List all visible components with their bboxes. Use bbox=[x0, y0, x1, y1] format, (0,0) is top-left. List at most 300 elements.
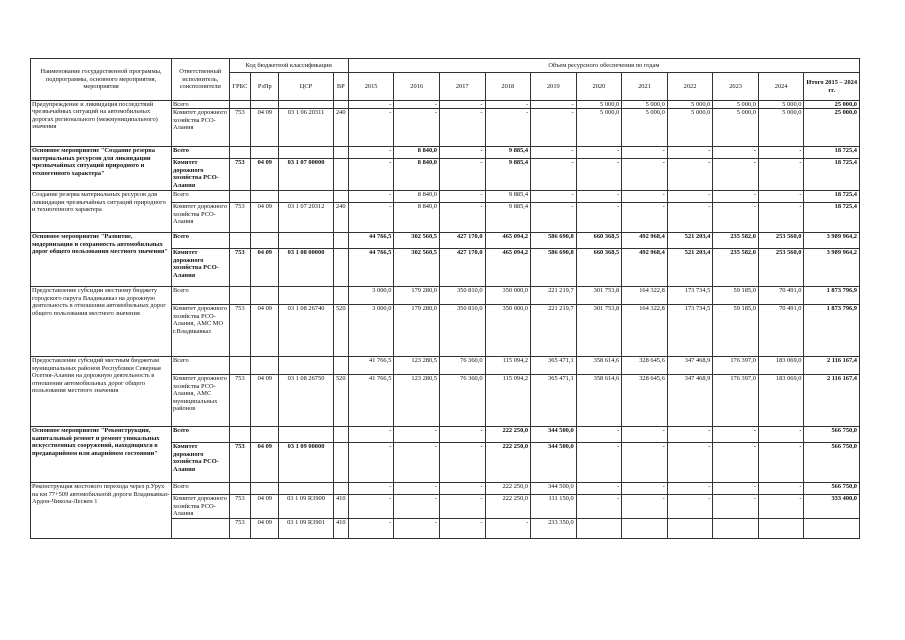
year-value-cell: - bbox=[713, 483, 759, 495]
year-value-cell: - bbox=[485, 518, 531, 538]
year-value-cell: - bbox=[394, 101, 440, 109]
header-rzpr: РзПр bbox=[251, 73, 279, 101]
year-value-cell: 222 250,0 bbox=[485, 483, 531, 495]
header-year: 2022 bbox=[667, 73, 713, 101]
year-value-cell: - bbox=[667, 483, 713, 495]
year-value-cell: - bbox=[713, 159, 759, 191]
year-value-cell: 521 203,4 bbox=[667, 233, 713, 249]
year-value-cell: - bbox=[485, 101, 531, 109]
responsible-cell: Комитет дорожного хозяйства РСО-Алания bbox=[172, 109, 229, 147]
year-value-cell: 70 491,0 bbox=[758, 305, 804, 357]
year-value-cell: 70 491,0 bbox=[758, 287, 804, 305]
grbs-cell bbox=[229, 483, 251, 495]
rzpr-cell bbox=[251, 101, 279, 109]
responsible-cell: Всего bbox=[172, 191, 229, 203]
year-value-cell: 222 250,0 bbox=[485, 427, 531, 443]
year-value-cell: 233 350,0 bbox=[531, 518, 577, 538]
csr-cell bbox=[279, 483, 333, 495]
year-value-cell: - bbox=[439, 147, 485, 159]
vr-cell bbox=[333, 483, 348, 495]
year-value-cell: 115 094,2 bbox=[485, 375, 531, 427]
grbs-cell: 753 bbox=[229, 249, 251, 287]
responsible-cell bbox=[172, 518, 229, 538]
year-value-cell: 59 185,0 bbox=[713, 287, 759, 305]
table-row bbox=[31, 483, 860, 495]
year-value-cell: 222 250,0 bbox=[485, 443, 531, 483]
year-value-cell: - bbox=[531, 191, 577, 203]
year-value-cell: 8 840,0 bbox=[394, 191, 440, 203]
year-value-cell: 5 000,0 bbox=[713, 109, 759, 147]
responsible-cell: Всего bbox=[172, 233, 229, 249]
year-value-cell: - bbox=[667, 191, 713, 203]
year-value-cell: - bbox=[439, 495, 485, 518]
year-value-cell: - bbox=[758, 147, 804, 159]
vr-cell bbox=[333, 233, 348, 249]
year-value-cell: - bbox=[439, 427, 485, 443]
year-value-cell: 660 368,5 bbox=[576, 249, 622, 287]
year-value-cell: 8 840,0 bbox=[394, 159, 440, 191]
grbs-cell bbox=[229, 427, 251, 443]
header-year: 2021 bbox=[622, 73, 668, 101]
csr-cell bbox=[279, 357, 333, 375]
rzpr-cell: 04 09 bbox=[251, 159, 279, 191]
year-value-cell: - bbox=[758, 427, 804, 443]
year-value-cell: - bbox=[348, 443, 394, 483]
grbs-cell: 753 bbox=[229, 375, 251, 427]
csr-cell bbox=[279, 427, 333, 443]
year-value-cell: 365 471,1 bbox=[531, 375, 577, 427]
table-row bbox=[31, 357, 860, 375]
header-year: 2024 bbox=[758, 73, 804, 101]
table-header bbox=[31, 59, 860, 101]
header-responsible: Ответственный исполнитель, соисполнители bbox=[172, 59, 229, 101]
year-value-cell: - bbox=[394, 109, 440, 147]
year-value-cell: - bbox=[713, 427, 759, 443]
total-cell: 566 750,0 bbox=[804, 483, 860, 495]
grbs-cell bbox=[229, 233, 251, 249]
year-value-cell bbox=[622, 518, 668, 538]
year-value-cell: 5 000,0 bbox=[758, 101, 804, 109]
total-cell: 333 400,0 bbox=[804, 495, 860, 518]
total-cell: 2 116 167,4 bbox=[804, 357, 860, 375]
responsible-cell: Комитет дорожного хозяйства РСО-Алания, АМС МО г.Владикавказ bbox=[172, 305, 229, 357]
rzpr-cell: 04 09 bbox=[251, 249, 279, 287]
total-cell: 3 989 964,2 bbox=[804, 233, 860, 249]
year-value-cell: 302 560,5 bbox=[394, 249, 440, 287]
year-value-cell: - bbox=[713, 191, 759, 203]
year-value-cell: - bbox=[622, 495, 668, 518]
year-value-cell: - bbox=[758, 495, 804, 518]
year-value-cell: - bbox=[348, 427, 394, 443]
total-cell: 25 000,0 bbox=[804, 101, 860, 109]
vr-cell bbox=[333, 147, 348, 159]
year-value-cell: 5 000,0 bbox=[576, 101, 622, 109]
rzpr-cell bbox=[251, 287, 279, 305]
year-value-cell: - bbox=[439, 518, 485, 538]
year-value-cell: 5 000,0 bbox=[758, 109, 804, 147]
year-value-cell: 123 280,5 bbox=[394, 357, 440, 375]
vr-cell: 410 bbox=[333, 495, 348, 518]
event-name-cell: Создание резерва материальных ресурсов для ликвидации чрезвычайных ситуаций природного и техногенного характера bbox=[31, 191, 172, 233]
csr-cell: 03 1 07 00000 bbox=[279, 159, 333, 191]
year-value-cell: 183 069,0 bbox=[758, 357, 804, 375]
year-value-cell: 5 000,0 bbox=[667, 101, 713, 109]
vr-cell bbox=[333, 159, 348, 191]
year-value-cell: - bbox=[531, 101, 577, 109]
rzpr-cell: 04 09 bbox=[251, 305, 279, 357]
year-value-cell: - bbox=[394, 495, 440, 518]
resource-table bbox=[30, 58, 860, 539]
year-value-cell: - bbox=[576, 495, 622, 518]
year-value-cell: 235 582,0 bbox=[713, 249, 759, 287]
header-name: Наименование государственной программы, подпрограммы, основного мероприятия, мероприятия bbox=[31, 59, 172, 101]
grbs-cell: 753 bbox=[229, 203, 251, 233]
event-name-cell: Предупреждение и ликвидация последствий чрезвычайных ситуаций на автомобильных дорогах регионального (межмуниципального) значения bbox=[31, 101, 172, 147]
year-value-cell: 3 000,0 bbox=[348, 305, 394, 357]
responsible-cell: Всего bbox=[172, 483, 229, 495]
grbs-cell: 753 bbox=[229, 305, 251, 357]
year-value-cell: - bbox=[348, 109, 394, 147]
responsible-cell: Комитет дорожного хозяйства РСО-Алания, АМС муниципальных районов bbox=[172, 375, 229, 427]
year-value-cell: - bbox=[758, 203, 804, 233]
event-name-cell: Предоставление субсидии местному бюджету городского округа Владикавказ на дорожную деятельность в отношении автомобильных дорог общего пользования местного значения bbox=[31, 287, 172, 357]
header-year: 2015 bbox=[348, 73, 394, 101]
year-value-cell: - bbox=[439, 101, 485, 109]
year-value-cell: - bbox=[531, 109, 577, 147]
year-value-cell: - bbox=[758, 483, 804, 495]
year-value-cell: - bbox=[622, 483, 668, 495]
year-value-cell: 302 560,5 bbox=[394, 233, 440, 249]
year-value-cell: 344 500,0 bbox=[531, 443, 577, 483]
year-value-cell: - bbox=[713, 147, 759, 159]
vr-cell: 520 bbox=[333, 375, 348, 427]
year-value-cell: 8 840,0 bbox=[394, 203, 440, 233]
total-cell: 1 873 796,9 bbox=[804, 305, 860, 357]
year-value-cell: 9 885,4 bbox=[485, 147, 531, 159]
year-value-cell: 492 968,4 bbox=[622, 249, 668, 287]
header-year: 2019 bbox=[531, 73, 577, 101]
rzpr-cell: 04 09 bbox=[251, 375, 279, 427]
event-name-cell: Основное мероприятие "Развитие, модернизация и сохранность автомобильных дорог общего пользования местного значения" bbox=[31, 233, 172, 287]
vr-cell bbox=[333, 427, 348, 443]
year-value-cell: 350 810,0 bbox=[439, 305, 485, 357]
table-row bbox=[31, 147, 860, 159]
grbs-cell: 753 bbox=[229, 518, 251, 538]
year-value-cell: 44 766,5 bbox=[348, 233, 394, 249]
header-year: 2016 bbox=[394, 73, 440, 101]
year-value-cell: - bbox=[439, 109, 485, 147]
year-value-cell: 173 734,5 bbox=[667, 305, 713, 357]
csr-cell: 03 1 07 20312 bbox=[279, 203, 333, 233]
year-value-cell: 221 219,7 bbox=[531, 287, 577, 305]
year-value-cell: - bbox=[348, 495, 394, 518]
year-value-cell: - bbox=[348, 159, 394, 191]
year-value-cell: - bbox=[439, 443, 485, 483]
year-value-cell: 59 185,0 bbox=[713, 305, 759, 357]
event-name-cell: Предоставление субсидий местным бюджетам муниципальных районов Республики Северная Осетия-Алания на дорожную деятельность в отношении автомобильных дорог общего пользования местного значения bbox=[31, 357, 172, 427]
year-value-cell: 350 000,0 bbox=[485, 287, 531, 305]
vr-cell bbox=[333, 249, 348, 287]
vr-cell: 240 bbox=[333, 109, 348, 147]
budget-table-page bbox=[30, 58, 860, 539]
vr-cell bbox=[333, 287, 348, 305]
vr-cell bbox=[333, 191, 348, 203]
grbs-cell: 753 bbox=[229, 109, 251, 147]
year-value-cell: 123 280,5 bbox=[394, 375, 440, 427]
vr-cell: 240 bbox=[333, 203, 348, 233]
year-value-cell: 5 000,0 bbox=[622, 109, 668, 147]
grbs-cell bbox=[229, 101, 251, 109]
vr-cell bbox=[333, 101, 348, 109]
total-cell: 3 989 964,2 bbox=[804, 249, 860, 287]
total-cell: 566 750,0 bbox=[804, 427, 860, 443]
year-value-cell: 176 397,0 bbox=[713, 357, 759, 375]
csr-cell: 03 1 06 20311 bbox=[279, 109, 333, 147]
header-year: 2020 bbox=[576, 73, 622, 101]
year-value-cell: 183 069,0 bbox=[758, 375, 804, 427]
table-body bbox=[31, 101, 860, 539]
total-cell: 18 725,4 bbox=[804, 191, 860, 203]
year-value-cell: 76 360,0 bbox=[439, 357, 485, 375]
header-total: Итого 2015 – 2024 гг. bbox=[804, 73, 860, 101]
year-value-cell: 111 150,0 bbox=[531, 495, 577, 518]
responsible-cell: Комитет дорожного хозяйства РСО-Алания bbox=[172, 443, 229, 483]
csr-cell: 03 1 09 00000 bbox=[279, 443, 333, 483]
year-value-cell: 5 000,0 bbox=[622, 101, 668, 109]
total-cell: 18 725,4 bbox=[804, 203, 860, 233]
year-value-cell: 5 000,0 bbox=[667, 109, 713, 147]
header-year: 2023 bbox=[713, 73, 759, 101]
year-value-cell: 173 734,5 bbox=[667, 287, 713, 305]
event-name-cell: Основное мероприятие "Создание резерва материальных ресурсов для ликвидации чрезвычайных ситуаций природного и техногенного характера" bbox=[31, 147, 172, 191]
year-value-cell: - bbox=[439, 159, 485, 191]
table-row bbox=[31, 287, 860, 305]
year-value-cell: - bbox=[531, 159, 577, 191]
year-value-cell: - bbox=[667, 159, 713, 191]
csr-cell: 03 1 09 R3901 bbox=[279, 518, 333, 538]
header-kbk-group: Код бюджетной классификации bbox=[229, 59, 348, 73]
year-value-cell: - bbox=[758, 443, 804, 483]
table-row bbox=[31, 191, 860, 203]
year-value-cell: - bbox=[348, 483, 394, 495]
year-value-cell: 358 614,6 bbox=[576, 375, 622, 427]
year-value-cell: 365 471,1 bbox=[531, 357, 577, 375]
total-cell: 566 750,0 bbox=[804, 443, 860, 483]
year-value-cell: 492 968,4 bbox=[622, 233, 668, 249]
grbs-cell bbox=[229, 191, 251, 203]
rzpr-cell bbox=[251, 147, 279, 159]
year-value-cell: - bbox=[576, 427, 622, 443]
year-value-cell: 8 840,0 bbox=[394, 147, 440, 159]
year-value-cell: - bbox=[667, 147, 713, 159]
year-value-cell: 41 766,5 bbox=[348, 375, 394, 427]
year-value-cell: 586 690,8 bbox=[531, 233, 577, 249]
year-value-cell: 347 468,9 bbox=[667, 357, 713, 375]
year-value-cell: 586 690,8 bbox=[531, 249, 577, 287]
csr-cell bbox=[279, 233, 333, 249]
year-value-cell: - bbox=[576, 147, 622, 159]
csr-cell: 03 1 09 R3900 bbox=[279, 495, 333, 518]
header-csr: ЦСР bbox=[279, 73, 333, 101]
csr-cell: 03 1 08 00000 bbox=[279, 249, 333, 287]
grbs-cell: 753 bbox=[229, 443, 251, 483]
grbs-cell: 753 bbox=[229, 159, 251, 191]
year-value-cell: - bbox=[394, 443, 440, 483]
year-value-cell: 328 645,6 bbox=[622, 357, 668, 375]
year-value-cell: - bbox=[622, 147, 668, 159]
year-value-cell: - bbox=[576, 203, 622, 233]
vr-cell bbox=[333, 443, 348, 483]
year-value-cell: 164 322,8 bbox=[622, 305, 668, 357]
year-value-cell: - bbox=[439, 191, 485, 203]
year-value-cell: 344 500,0 bbox=[531, 483, 577, 495]
year-value-cell: - bbox=[758, 159, 804, 191]
year-value-cell: 164 322,8 bbox=[622, 287, 668, 305]
year-value-cell: 253 560,0 bbox=[758, 249, 804, 287]
year-value-cell: 115 094,2 bbox=[485, 357, 531, 375]
year-value-cell: 465 094,2 bbox=[485, 249, 531, 287]
year-value-cell: - bbox=[713, 495, 759, 518]
csr-cell bbox=[279, 287, 333, 305]
vr-cell: 410 bbox=[333, 518, 348, 538]
year-value-cell: - bbox=[394, 483, 440, 495]
year-value-cell: - bbox=[576, 191, 622, 203]
responsible-cell: Всего bbox=[172, 427, 229, 443]
grbs-cell bbox=[229, 357, 251, 375]
vr-cell bbox=[333, 357, 348, 375]
grbs-cell bbox=[229, 287, 251, 305]
year-value-cell: - bbox=[576, 483, 622, 495]
rzpr-cell bbox=[251, 233, 279, 249]
header-vr: ВР bbox=[333, 73, 348, 101]
year-value-cell: - bbox=[576, 159, 622, 191]
responsible-cell: Всего bbox=[172, 357, 229, 375]
header-year: 2018 bbox=[485, 73, 531, 101]
responsible-cell: Комитет дорожного хозяйства РСО-Алания bbox=[172, 203, 229, 233]
year-value-cell bbox=[667, 518, 713, 538]
year-value-cell: 9 885,4 bbox=[485, 203, 531, 233]
year-value-cell: 344 500,0 bbox=[531, 427, 577, 443]
year-value-cell: 5 000,0 bbox=[713, 101, 759, 109]
year-value-cell: - bbox=[394, 518, 440, 538]
year-value-cell: - bbox=[713, 443, 759, 483]
rzpr-cell bbox=[251, 427, 279, 443]
event-name-cell: Реконструкция мостового перехода через р.Урух на км 77+509 автомобильной дороги Владикавказ-Ардон-Чикола-Лескен 1 bbox=[31, 483, 172, 538]
year-value-cell: 301 753,8 bbox=[576, 305, 622, 357]
total-cell: 1 873 796,9 bbox=[804, 287, 860, 305]
year-value-cell: - bbox=[348, 191, 394, 203]
year-value-cell: 660 368,5 bbox=[576, 233, 622, 249]
year-value-cell: 44 766,5 bbox=[348, 249, 394, 287]
year-value-cell: - bbox=[622, 159, 668, 191]
year-value-cell: - bbox=[394, 427, 440, 443]
year-value-cell: - bbox=[713, 203, 759, 233]
year-value-cell: - bbox=[622, 427, 668, 443]
grbs-cell: 753 bbox=[229, 495, 251, 518]
year-value-cell: 253 560,0 bbox=[758, 233, 804, 249]
rzpr-cell bbox=[251, 483, 279, 495]
year-value-cell: - bbox=[576, 443, 622, 483]
year-value-cell: 5 000,0 bbox=[576, 109, 622, 147]
rzpr-cell: 04 09 bbox=[251, 495, 279, 518]
header-volume-group: Объем ресурсного обеспечения по годам bbox=[348, 59, 859, 73]
responsible-cell: Всего bbox=[172, 147, 229, 159]
csr-cell: 03 1 08 26750 bbox=[279, 375, 333, 427]
year-value-cell: 176 397,0 bbox=[713, 375, 759, 427]
year-value-cell: - bbox=[667, 427, 713, 443]
csr-cell: 03 1 08 26740 bbox=[279, 305, 333, 357]
header-grbs: ГРБС bbox=[229, 73, 251, 101]
total-cell: 18 725,4 bbox=[804, 159, 860, 191]
year-value-cell: 221 219,7 bbox=[531, 305, 577, 357]
total-cell: 25 000,0 bbox=[804, 109, 860, 147]
table-row bbox=[31, 233, 860, 249]
responsible-cell: Всего bbox=[172, 101, 229, 109]
csr-cell bbox=[279, 147, 333, 159]
year-value-cell: 427 170,0 bbox=[439, 249, 485, 287]
vr-cell: 520 bbox=[333, 305, 348, 357]
total-cell: 2 116 167,4 bbox=[804, 375, 860, 427]
rzpr-cell: 04 09 bbox=[251, 443, 279, 483]
year-value-cell: 328 645,6 bbox=[622, 375, 668, 427]
year-value-cell: 350 810,0 bbox=[439, 287, 485, 305]
total-cell: 18 725,4 bbox=[804, 147, 860, 159]
year-value-cell: 41 766,5 bbox=[348, 357, 394, 375]
year-value-cell: - bbox=[622, 443, 668, 483]
year-value-cell: - bbox=[485, 109, 531, 147]
year-value-cell: 9 885,4 bbox=[485, 191, 531, 203]
rzpr-cell bbox=[251, 357, 279, 375]
year-value-cell: 179 280,0 bbox=[394, 287, 440, 305]
csr-cell bbox=[279, 101, 333, 109]
responsible-cell: Комитет дорожного хозяйства РСО-Алания bbox=[172, 495, 229, 518]
year-value-cell: - bbox=[348, 147, 394, 159]
year-value-cell: 521 203,4 bbox=[667, 249, 713, 287]
year-value-cell: - bbox=[348, 203, 394, 233]
year-value-cell: - bbox=[348, 101, 394, 109]
grbs-cell bbox=[229, 147, 251, 159]
year-value-cell: 427 170,0 bbox=[439, 233, 485, 249]
year-value-cell: 76 360,0 bbox=[439, 375, 485, 427]
year-value-cell: - bbox=[758, 191, 804, 203]
responsible-cell: Комитет дорожного хозяйства РСО-Алания bbox=[172, 249, 229, 287]
table-row bbox=[31, 101, 860, 109]
responsible-cell: Комитет дорожного хозяйства РСО-Алания bbox=[172, 159, 229, 191]
year-value-cell: 465 094,2 bbox=[485, 233, 531, 249]
year-value-cell: - bbox=[667, 495, 713, 518]
event-name-cell: Основное мероприятие "Реконструкция, капитальный ремонт и ремонт уникальных искусственных сооружений, находящихся в предаварийном или аварийном состоянии" bbox=[31, 427, 172, 483]
csr-cell bbox=[279, 191, 333, 203]
year-value-cell: - bbox=[667, 203, 713, 233]
year-value-cell: 347 468,9 bbox=[667, 375, 713, 427]
year-value-cell bbox=[758, 518, 804, 538]
year-value-cell: - bbox=[531, 147, 577, 159]
year-value-cell: - bbox=[348, 518, 394, 538]
year-value-cell: - bbox=[667, 443, 713, 483]
rzpr-cell bbox=[251, 191, 279, 203]
responsible-cell: Всего bbox=[172, 287, 229, 305]
rzpr-cell: 04 09 bbox=[251, 203, 279, 233]
year-value-cell: - bbox=[439, 203, 485, 233]
year-value-cell: - bbox=[531, 203, 577, 233]
table-row bbox=[31, 427, 860, 443]
year-value-cell: 235 582,0 bbox=[713, 233, 759, 249]
year-value-cell: 222 250,0 bbox=[485, 495, 531, 518]
rzpr-cell: 04 09 bbox=[251, 518, 279, 538]
header-year: 2017 bbox=[439, 73, 485, 101]
year-value-cell: - bbox=[622, 191, 668, 203]
total-cell bbox=[804, 518, 860, 538]
